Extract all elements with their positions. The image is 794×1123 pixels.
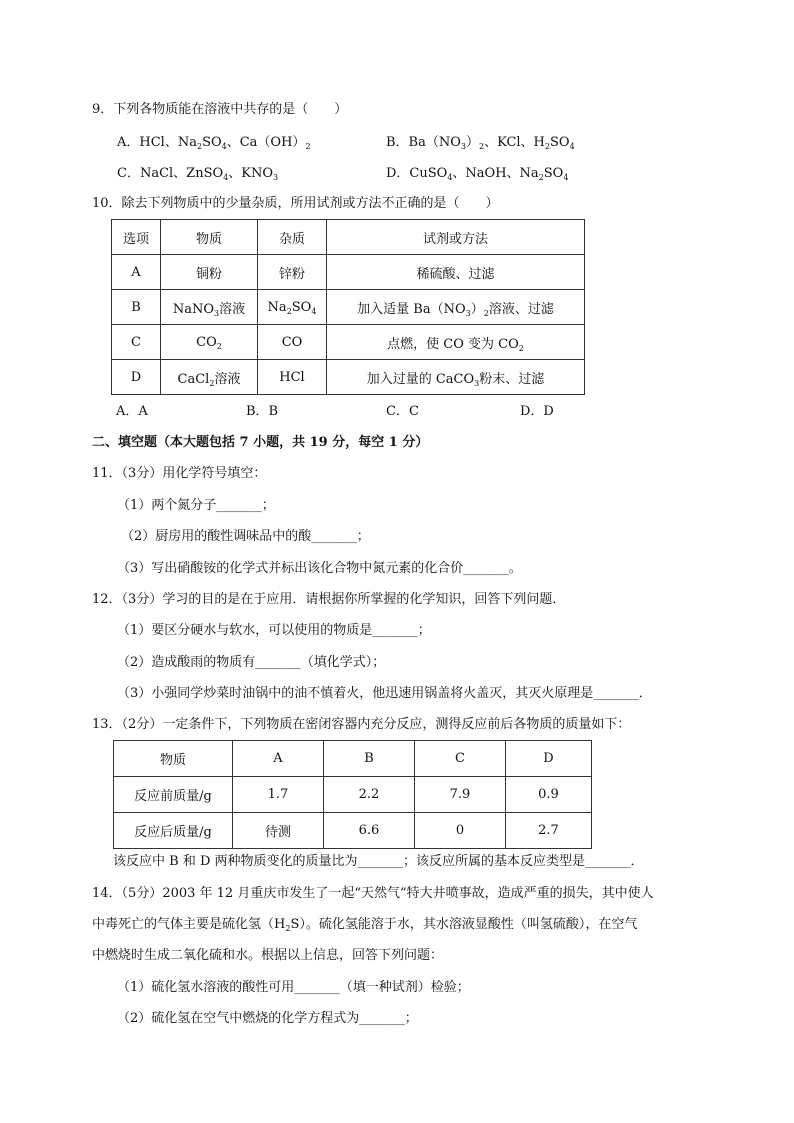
q10-stem: 10．除去下列物质中的少量杂质，所用试剂或方法不正确的是（ ） <box>92 196 499 211</box>
q9-stem: 9．下列各物质能在溶液中共存的是（ ） <box>92 102 348 117</box>
table-cell: 2.2 <box>324 777 415 813</box>
table-cell: HCl <box>258 360 327 395</box>
q9-option-c[interactable]: C．NaCl、ZnSO$_4$、$KNO_3$ <box>117 166 279 182</box>
table-cell: 0 <box>415 813 506 849</box>
table-header-cell: C <box>415 741 506 777</box>
table-header-cell: D <box>506 741 592 777</box>
q13-table <box>113 740 592 849</box>
section-heading: 二、填空题（本大题包括 7 小题，共 19 分，每空 1 分） <box>92 435 429 450</box>
q12-item-3: （3）小强同学炒菜时油锅中的油不慎着火，他迅速用锅盖将火盖灭，其灭火原理是_______． <box>117 686 652 701</box>
table-cell: 加入适量 $Ba(NO_3)_2$溶液、过滤 <box>327 290 585 325</box>
table-cell: CaCl$_2$溶液 <box>161 360 258 395</box>
table-header-cell: B <box>324 741 415 777</box>
q14-line-2: 中毒死亡的气体主要是硫化氢$(H_2S)$。硫化氢能溶于水，其水溶液显酸性（叫氢硫酸），在空气 <box>92 917 638 933</box>
table-header-cell: A <box>233 741 324 777</box>
q9-option-b[interactable]: B．$Ba(NO_3)_2$、KCl、$H_2SO_4$ <box>386 135 575 151</box>
table-cell: 1.7 <box>233 777 324 813</box>
q14-line-3: 中燃烧时生成二氧化硫和水。根据以上信息，回答下列问题： <box>92 948 444 963</box>
table-cell: 稀硫酸、过滤 <box>327 255 585 290</box>
q14-item-2: （2）硫化氢在空气中燃烧的化学方程式为_______； <box>117 1011 418 1026</box>
q9-option-a[interactable]: A．HCl、$Na_2SO_4$、$Ca(OH)_2$ <box>117 135 311 151</box>
table-cell: 6.6 <box>324 813 415 849</box>
q14-line-1: 14．（5分）2003 年 12 月重庆市发生了一起“天然气”特大井喷事故，造成严重的损失，其中使人 <box>92 886 654 901</box>
table-header-row <box>114 741 592 777</box>
table-row <box>114 813 592 849</box>
table-cell: NaNO$_3$溶液 <box>161 290 258 325</box>
q10-option-a[interactable]: A．A <box>116 404 148 419</box>
table-cell: 加入过量的 CaCO$_3$粉末、过滤 <box>327 360 585 395</box>
q9-option-d[interactable]: D．CuSO$_4$、NaOH、$Na_2SO_4$ <box>386 166 569 182</box>
table-row <box>114 777 592 813</box>
q10-option-b[interactable]: B．B <box>246 404 279 419</box>
table-cell: 0.9 <box>506 777 592 813</box>
table-cell: 点燃，使 CO 变为 $CO_2$ <box>327 325 585 360</box>
table-header-cell: 物质 <box>161 220 258 255</box>
q11-item-2: （2）厨房用的酸性调味品中的酸_______； <box>121 529 370 544</box>
table-header-row <box>112 220 585 255</box>
table-row <box>112 290 585 325</box>
q10-table <box>111 219 585 395</box>
table-cell: 反应后质量/g <box>114 813 233 849</box>
q13-stem: 13．（2分）一定条件下，下列物质在密闭容器内充分反应，测得反应前后各物质的质量如下： <box>92 717 631 732</box>
table-row <box>112 255 585 290</box>
table-cell: B <box>112 290 161 325</box>
q12-stem: 12．（3分）学习的目的是在于应用．请根据你所掌握的化学知识，回答下列问题． <box>92 592 566 607</box>
table-cell: $Na_2SO_4$ <box>258 290 327 325</box>
q11-item-1: （1）两个氮分子_______； <box>117 498 275 513</box>
q11-item-3: （3）写出硝酸铵的化学式并标出该化合物中氮元素的化合价_______。 <box>117 561 522 576</box>
table-row <box>112 325 585 360</box>
table-cell: $CO_2$ <box>161 325 258 360</box>
table-cell: CO <box>258 325 327 360</box>
q10-option-d[interactable]: D．D <box>520 404 554 419</box>
table-header-cell: 试剂或方法 <box>327 220 585 255</box>
q12-item-2: （2）造成酸雨的物质有_______（填化学式）； <box>117 655 386 670</box>
q10-option-c[interactable]: C．C <box>386 404 419 419</box>
table-cell: 锌粉 <box>258 255 327 290</box>
table-cell: 2.7 <box>506 813 592 849</box>
table-header-cell: 选项 <box>112 220 161 255</box>
q12-item-1: （1）要区分硬水与软水，可以使用的物质是_______； <box>117 623 431 638</box>
q14-item-1: （1）硫化氢水溶液的酸性可用_______（填一种试剂）检验； <box>117 980 470 995</box>
q13-followup: 该反应中 B 和 D 两种物质变化的质量比为_______；该反应所属的基本反应类型是_______． <box>113 854 644 869</box>
table-cell: 待测 <box>233 813 324 849</box>
table-header-cell: 物质 <box>114 741 233 777</box>
table-cell: A <box>112 255 161 290</box>
table-cell: D <box>112 360 161 395</box>
table-cell: 铜粉 <box>161 255 258 290</box>
table-header-cell: 杂质 <box>258 220 327 255</box>
table-cell: 反应前质量/g <box>114 777 233 813</box>
table-cell: C <box>112 325 161 360</box>
table-cell: 7.9 <box>415 777 506 813</box>
q11-stem: 11．（3分）用化学符号填空： <box>92 466 267 481</box>
table-row <box>112 360 585 395</box>
